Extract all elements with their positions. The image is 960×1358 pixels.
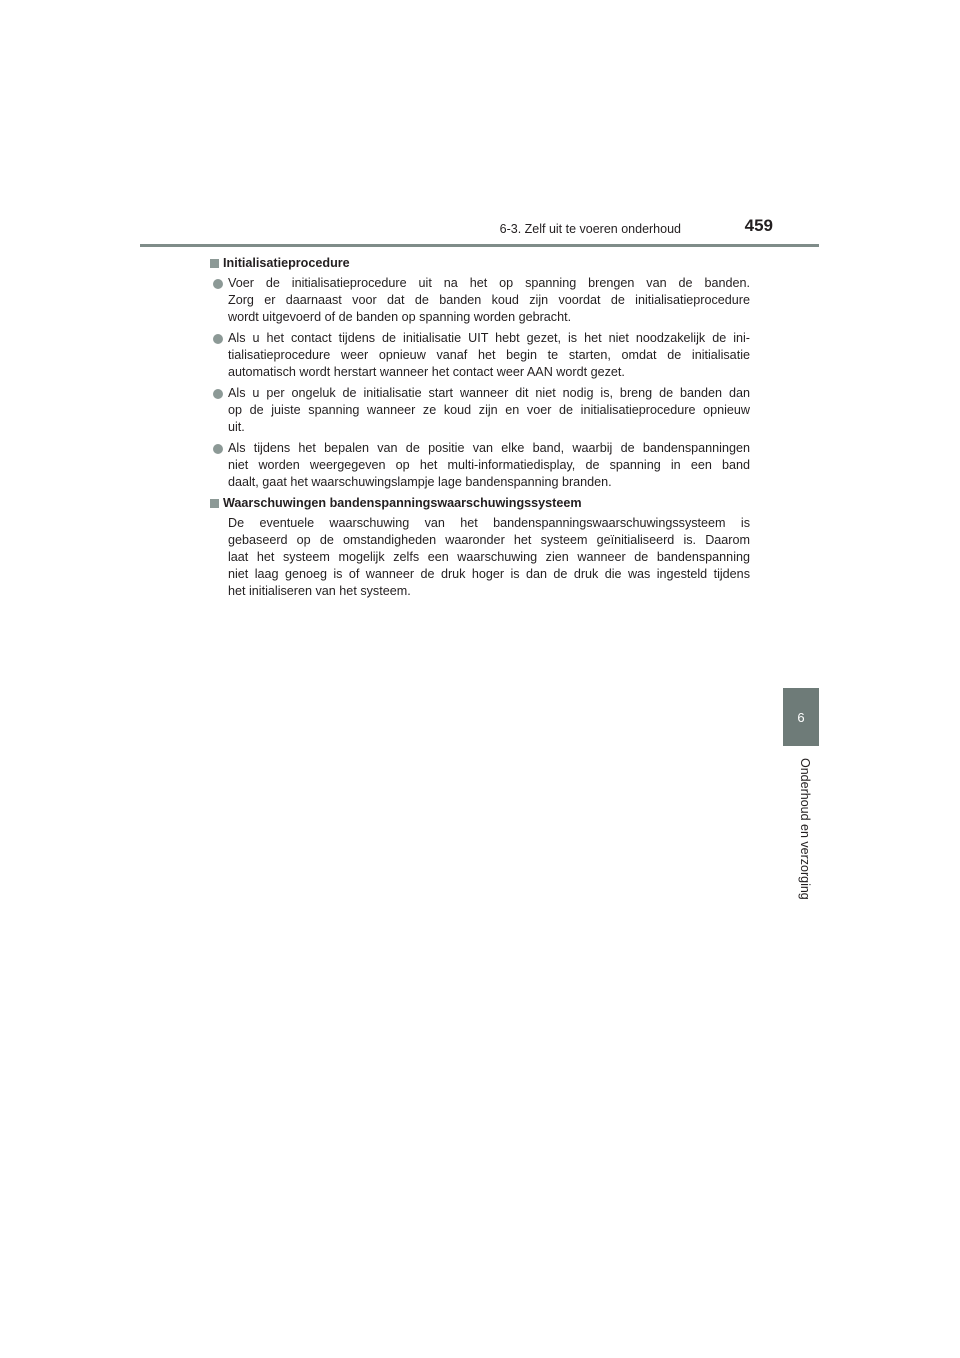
section-title: Waarschuwingen bandenspanningswaarschuwingssysteem bbox=[223, 496, 582, 510]
section-waarschuwingen bbox=[210, 495, 750, 600]
text-line: daalt, gaat het waarschuwingslampje lage bandenspanning branden. bbox=[228, 475, 612, 489]
circle-bullet-icon bbox=[213, 279, 223, 289]
list-item bbox=[210, 440, 750, 491]
text-line: Zorg er daarnaast voor dat de banden koud zijn voordat de initialisatieprocedure bbox=[228, 293, 750, 307]
circle-bullet-icon bbox=[213, 334, 223, 344]
text-line: gebaseerd op de omstandigheden waaronder het systeem geïnitialiseerd is. Daarom bbox=[228, 533, 750, 547]
list-item bbox=[210, 275, 750, 326]
section-heading bbox=[210, 255, 750, 272]
chapter-number: 6 bbox=[797, 709, 805, 725]
page-header bbox=[140, 0, 819, 248]
running-header-section: 6-3. Zelf uit te voeren onderhoud bbox=[499, 222, 681, 236]
text-line: het initialiseren van het systeem. bbox=[228, 584, 411, 598]
text-line: Als tijdens het bepalen van de positie van elke band, waarbij de bandenspanningen bbox=[228, 441, 750, 455]
chapter-tab bbox=[783, 688, 819, 746]
header-divider bbox=[140, 244, 819, 247]
section-initialisatieprocedure bbox=[210, 255, 750, 491]
text-line: Als u per ongeluk de initialisatie start wanneer dit niet nodig is, breng de banden dan bbox=[228, 386, 750, 400]
text-line: automatisch wordt herstart wanneer het contact weer AAN wordt gezet. bbox=[228, 365, 625, 379]
section-heading bbox=[210, 495, 750, 512]
text-line: niet worden weergegeven op het multi-informatiedisplay, de spanning in een band bbox=[228, 458, 750, 472]
section-paragraph bbox=[210, 515, 750, 600]
square-bullet-icon bbox=[210, 259, 219, 268]
text-line: tialisatieprocedure weer opnieuw vanaf het begin te starten, omdat de initialisatie bbox=[228, 348, 750, 362]
chapter-label: Onderhoud en verzorging bbox=[798, 758, 812, 900]
section-title: Initialisatieprocedure bbox=[223, 256, 350, 270]
text-line: wordt uitgevoerd of de banden op spanning worden gebracht. bbox=[228, 310, 572, 324]
circle-bullet-icon bbox=[213, 389, 223, 399]
text-line: Als u het contact tijdens de initialisatie UIT hebt gezet, is het niet noodzakelijk de ini- bbox=[228, 331, 750, 345]
text-line: op de juiste spanning wanneer ze koud zijn en voer de initialisatieprocedure opnieuw bbox=[228, 403, 750, 417]
page-content bbox=[210, 255, 750, 600]
text-line: niet laag genoeg is of wanneer de druk hoger is dan de druk die was ingesteld tijdens bbox=[228, 567, 750, 581]
list-item bbox=[210, 330, 750, 381]
text-line: De eventuele waarschuwing van het bandenspanningswaarschuwingssysteem is bbox=[228, 516, 750, 530]
text-line: uit. bbox=[228, 420, 245, 434]
text-line: laat het systeem mogelijk zelfs een waarschuwing zien wanneer de bandenspanning bbox=[228, 550, 750, 564]
circle-bullet-icon bbox=[213, 444, 223, 454]
list-item bbox=[210, 385, 750, 436]
page-number: 459 bbox=[744, 216, 773, 235]
square-bullet-icon bbox=[210, 499, 219, 508]
text-line: Voer de initialisatieprocedure uit na het op spanning brengen van de banden. bbox=[228, 276, 750, 290]
